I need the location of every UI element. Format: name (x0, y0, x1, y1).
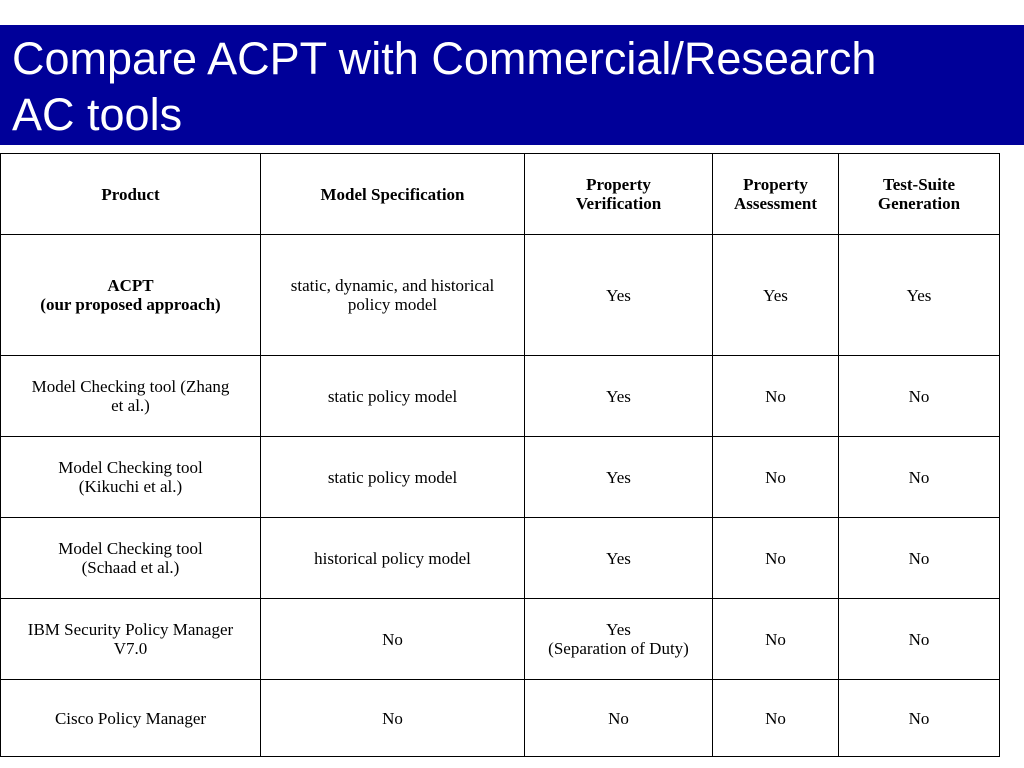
product-cell: Model Checking tool (Kikuchi et al.) (1, 437, 261, 518)
testsuite-cell: Yes (839, 235, 1000, 356)
header-test-suite-generation: Test-Suite Generation (839, 154, 1000, 235)
title-bar (0, 25, 1024, 145)
product-note: (our proposed approach) (40, 295, 221, 314)
model-cell: static policy model (261, 437, 525, 518)
model-cell: No (261, 680, 525, 757)
assessment-cell: No (713, 437, 839, 518)
model-cell: static, dynamic, and historical policy model (261, 235, 525, 356)
header-property-verification: Property Verification (525, 154, 713, 235)
table-header-row (1, 154, 1000, 235)
model-cell: static policy model (261, 356, 525, 437)
table-row (1, 518, 1000, 599)
assessment-cell: Yes (713, 235, 839, 356)
testsuite-cell: No (839, 356, 1000, 437)
assessment-cell: No (713, 599, 839, 680)
verification-cell: No (525, 680, 713, 757)
model-cell: No (261, 599, 525, 680)
table-row (1, 680, 1000, 757)
testsuite-cell: No (839, 437, 1000, 518)
testsuite-cell: No (839, 518, 1000, 599)
table-row (1, 235, 1000, 356)
verification-cell: Yes (525, 235, 713, 356)
table-row (1, 356, 1000, 437)
verification-cell: Yes (525, 356, 713, 437)
assessment-cell: No (713, 518, 839, 599)
model-cell: historical policy model (261, 518, 525, 599)
testsuite-cell: No (839, 680, 1000, 757)
header-property-assessment: Property Assessment (713, 154, 839, 235)
product-cell: Cisco Policy Manager (1, 680, 261, 757)
product-cell: Model Checking tool (Zhang et al.) (1, 356, 261, 437)
header-model-specification: Model Specification (261, 154, 525, 235)
assessment-cell: No (713, 356, 839, 437)
slide-title: Compare ACPT with Commercial/Research AC tools (12, 33, 877, 140)
assessment-cell: No (713, 680, 839, 757)
product-name: ACPT (107, 276, 154, 295)
header-product: Product (1, 154, 261, 235)
product-cell (1, 235, 261, 356)
table-row (1, 599, 1000, 680)
product-cell: Model Checking tool (Schaad et al.) (1, 518, 261, 599)
product-cell: IBM Security Policy Manager V7.0 (1, 599, 261, 680)
verification-cell: Yes (Separation of Duty) (525, 599, 713, 680)
verification-cell: Yes (525, 518, 713, 599)
verification-cell: Yes (525, 437, 713, 518)
testsuite-cell: No (839, 599, 1000, 680)
table-row (1, 437, 1000, 518)
comparison-table (0, 153, 1000, 757)
